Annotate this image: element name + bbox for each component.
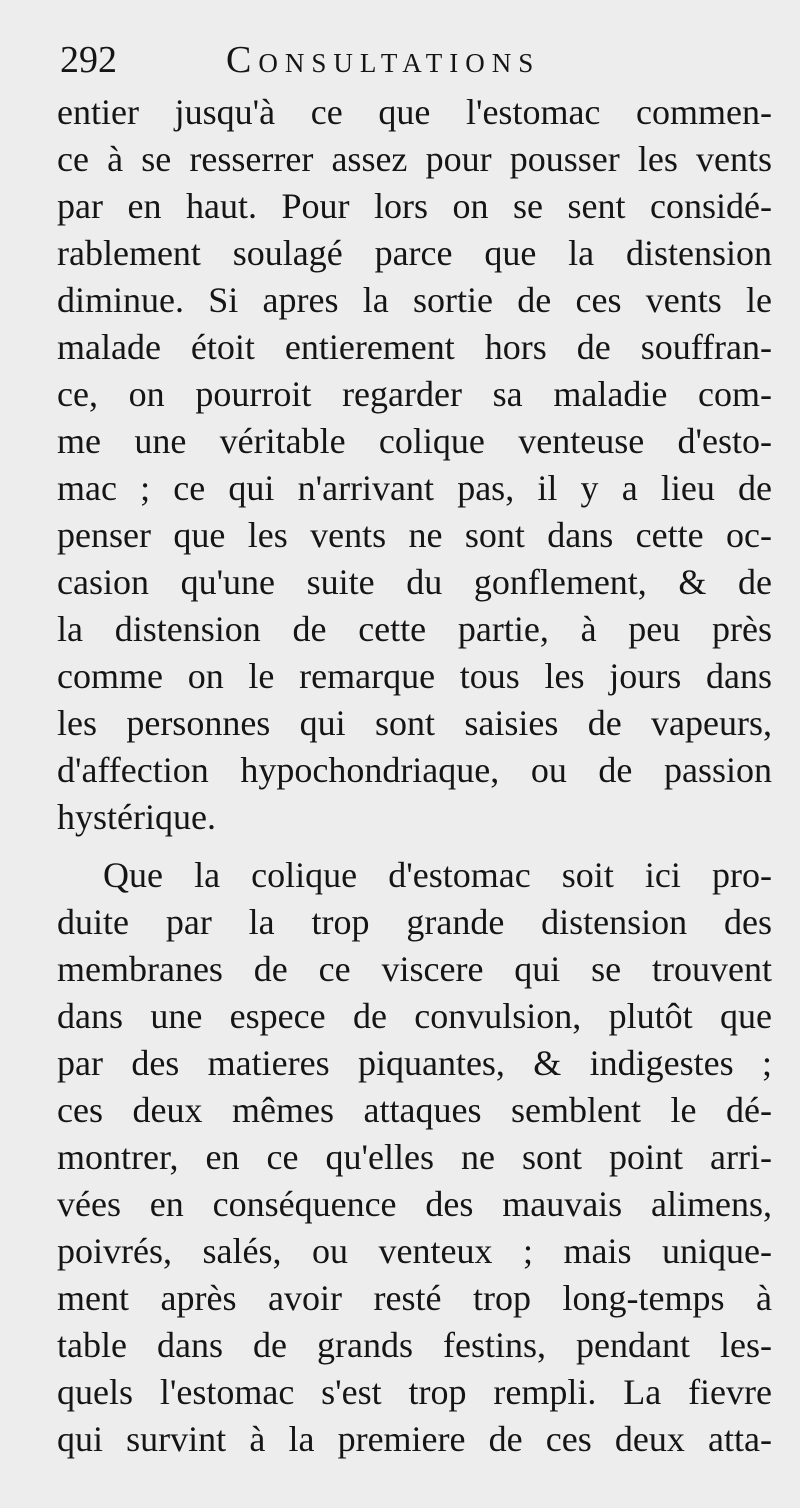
text-line: ment après avoir resté trop long-temps à <box>57 1278 772 1318</box>
text-line: casion qu'une suite du gonflement, & de <box>57 562 772 602</box>
text-line: vées en conséquence des mauvais alimens, <box>57 1184 772 1224</box>
text-line: montrer, en ce qu'elles ne sont point arri- <box>57 1137 772 1177</box>
text-line: Que la colique d'estomac soit ici pro- <box>103 855 772 895</box>
text-line: qui survint à la premiere de ces deux atta- <box>57 1419 772 1459</box>
paragraph-2 <box>57 852 772 1463</box>
text-line: ce à se resserrer assez pour pousser les vents <box>57 139 772 179</box>
running-head: Consultations <box>226 39 541 81</box>
text-line: duite par la trop grande distension des <box>57 902 772 942</box>
text-line: par en haut. Pour lors on se sent considé- <box>57 186 772 226</box>
text-line: quels l'estomac s'est trop rempli. La fievre <box>57 1372 772 1412</box>
page-number: 292 <box>60 39 117 81</box>
text-line: hystérique. <box>57 797 216 837</box>
paragraph-1 <box>57 89 772 841</box>
text-line: penser que les vents ne sont dans cette oc- <box>57 515 772 555</box>
text-line: membranes de ce viscere qui se trouvent <box>57 949 772 989</box>
text-line: ces deux mêmes attaques semblent le dé- <box>57 1090 772 1130</box>
text-line: malade étoit entierement hors de souffran- <box>57 327 772 367</box>
text-line: la distension de cette partie, à peu près <box>57 609 772 649</box>
text-line: mac ; ce qui n'arrivant pas, il y a lieu de <box>57 468 772 508</box>
paragraph-gap <box>57 841 772 852</box>
text-line: rablement soulagé parce que la distension <box>57 233 772 273</box>
text-line: par des matieres piquantes, & indigestes ; <box>57 1043 772 1083</box>
text-line: ce, on pourroit regarder sa maladie com- <box>57 374 772 414</box>
text-line: diminue. Si apres la sortie de ces vents le <box>57 280 772 320</box>
text-line: entier jusqu'à ce que l'estomac commen- <box>57 92 772 132</box>
body-text <box>57 89 772 1463</box>
text-line: d'affection hypochondriaque, ou de passion <box>57 750 772 790</box>
text-line: comme on le remarque tous les jours dans <box>57 656 772 696</box>
text-line: poivrés, salés, ou venteux ; mais unique- <box>57 1231 772 1271</box>
text-line: table dans de grands festins, pendant les- <box>57 1325 772 1365</box>
page-header <box>60 38 780 88</box>
text-line: dans une espece de convulsion, plutôt que <box>57 996 772 1036</box>
text-line: les personnes qui sont saisies de vapeurs, <box>57 703 772 743</box>
text-line: me une véritable colique venteuse d'esto- <box>57 421 772 461</box>
